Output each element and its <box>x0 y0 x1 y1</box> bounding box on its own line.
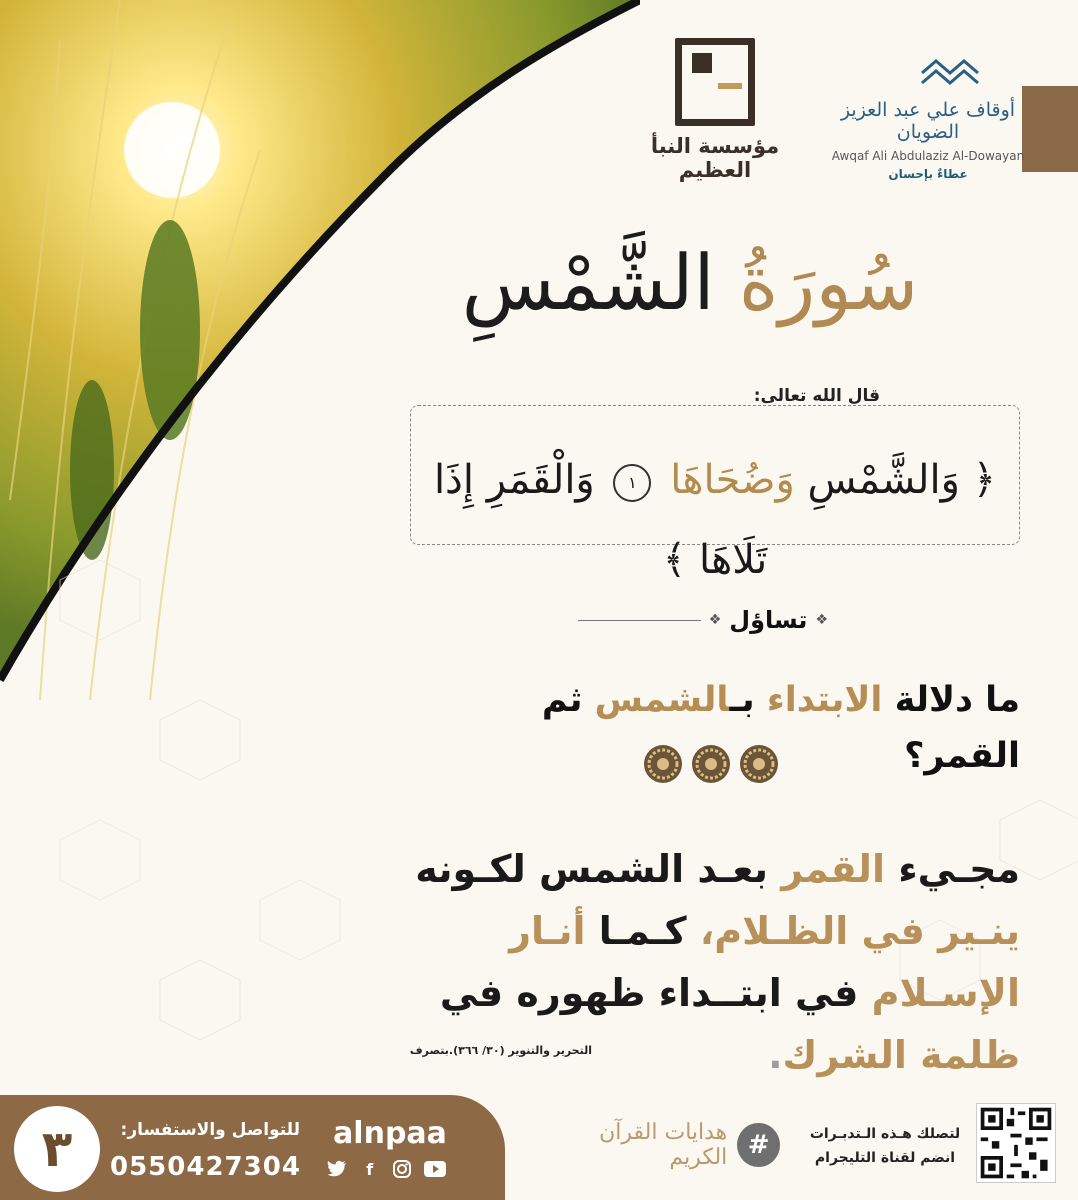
verse-word: وَالْقَمَرِ <box>486 457 595 503</box>
youtube-icon[interactable] <box>424 1157 447 1181</box>
answer-part: ابتــداء ظهوره في <box>439 971 782 1015</box>
answer-part: في <box>795 971 859 1015</box>
rosette-icon <box>642 743 684 785</box>
answer-highlight: في الظـلام، <box>699 909 925 953</box>
hashtag-icon: # <box>737 1123 780 1167</box>
sponsor-name-en: Awqaf Ali Abdulaziz Al-Dowayan <box>831 149 1025 163</box>
contact-phone[interactable]: 0550427304 <box>110 1152 301 1182</box>
social-icons <box>326 1155 446 1183</box>
sponsor-tagline: عطاءٌ بإحسان <box>888 167 968 181</box>
verse-word: وَالشَّمْسِ <box>807 457 960 503</box>
divider-line <box>578 620 701 621</box>
verse-close-bracket: ﴾ <box>662 537 687 583</box>
rosette-icon <box>690 743 732 785</box>
publisher-name: مؤسسة النبأ العظيم <box>650 134 780 182</box>
rosette-divider <box>636 743 786 787</box>
surah-title-prefix: سُورَةُ <box>738 238 919 327</box>
question-highlight: الشمس <box>594 680 730 720</box>
answer-part: كـمـا <box>598 909 687 953</box>
sponsor-name-ar: أوقاف علي عبد العزيز الضويان <box>840 99 1016 143</box>
rosette-icon <box>738 743 780 785</box>
verse-text <box>410 440 1020 583</box>
verse-open-bracket: ﴿ <box>972 457 997 503</box>
telegram-qr-code[interactable] <box>976 1103 1056 1183</box>
ornament-icon: ❖ <box>815 612 828 628</box>
answer-highlight: ينـير <box>938 909 1020 953</box>
question-part: ثم القمر؟ <box>541 680 1020 776</box>
question-heading <box>578 600 828 640</box>
verse-intro: قال الله تعالى: <box>753 386 880 406</box>
answer-period: . <box>768 1033 783 1077</box>
series-brand <box>540 1120 780 1170</box>
question-part: ما دلالة <box>894 680 1020 720</box>
series-name: هدايات القرآن الكريم <box>599 1120 728 1170</box>
telegram-line-1: لتصلك هـذه الـتدبـرات <box>809 1126 961 1142</box>
contact-label: للتواصل والاستفسار: <box>120 1120 300 1140</box>
answer-part: بعـد الشمس لكـونه <box>415 847 768 891</box>
facebook-icon[interactable]: f <box>366 1159 374 1179</box>
sponsor-chevron-icon <box>920 55 984 91</box>
publisher-logo <box>620 38 810 182</box>
social-handle[interactable]: alnpaa <box>333 1116 447 1151</box>
sponsor-logo <box>828 55 1028 190</box>
answer-highlight: القمر <box>781 847 885 891</box>
telegram-invite <box>800 1122 970 1170</box>
verse-word: إِذَا تَلَاهَا <box>433 457 768 583</box>
answer-part: مجـيء <box>898 847 1020 891</box>
answer-highlight: ظلمة الشرك <box>782 1033 1020 1077</box>
ornament-icon: ❖ <box>708 612 722 628</box>
publisher-logo-mark <box>675 38 755 126</box>
question-highlight: الابتداء <box>766 680 883 720</box>
citation: التحرير والتنوير (٣٠/ ٣٦٦).بتصرف <box>409 1044 592 1057</box>
question-part: بـ <box>729 680 755 720</box>
page-number-badge: ٣ <box>14 1106 100 1192</box>
telegram-line-2: انضم لقناة التليجرام <box>814 1150 956 1166</box>
ayah-number-marker: ١ <box>613 464 651 502</box>
surah-title <box>460 218 920 348</box>
surah-title-name: الشَّمْسِ <box>461 238 715 327</box>
decorative-tile <box>1022 86 1078 172</box>
instagram-icon[interactable] <box>391 1157 414 1181</box>
answer-highlight: أنـار الإسـلام <box>509 909 1020 1015</box>
verse-word-highlight: وَضُحَاهَا <box>670 457 795 503</box>
twitter-icon[interactable] <box>326 1157 349 1181</box>
question-label: تساؤل <box>729 606 808 634</box>
